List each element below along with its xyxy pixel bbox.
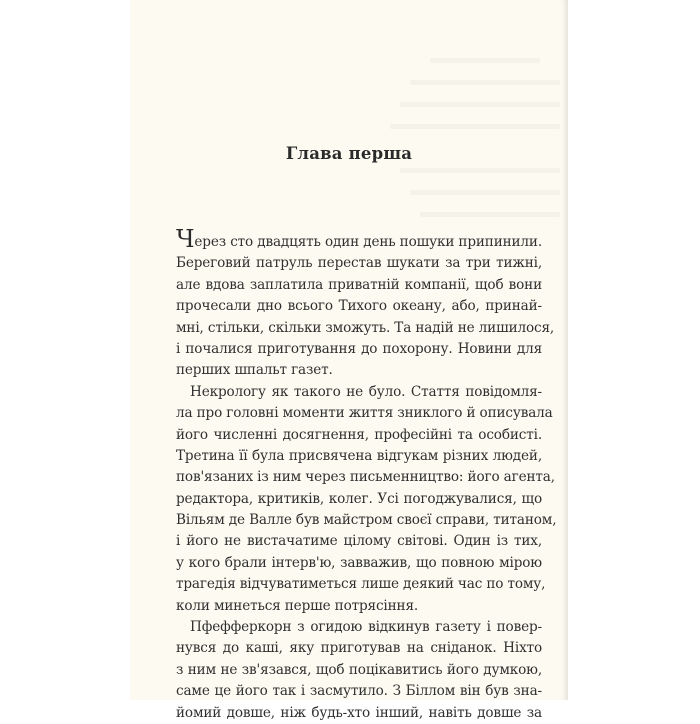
chapter-title: Глава перша [285, 144, 413, 163]
text-line: редактора, критиків, колег. Усі погоджувалися, що [176, 490, 542, 507]
text-line: йомий довше, ніж будь-хто інший, навіть довше за [176, 704, 542, 721]
text-line: коли минеться перше потрясіння. [176, 597, 419, 614]
text-line: з ним не зв'язався, щоб поцікавитись його думкою, [176, 661, 542, 678]
text-line: ла про головні моменти життя зниклого й описувала [176, 405, 553, 422]
text-line: його численні досягнення, професійні та особисті. [176, 426, 542, 443]
drop-cap: Ч [176, 225, 195, 253]
paragraph-3 [176, 617, 542, 724]
text-line: у кого брали інтерв'ю, завважив, що повною мірою [176, 554, 542, 571]
book-page [130, 0, 568, 721]
text-line: трагедія відчуватиметься лише деякий час по тому, [176, 576, 546, 593]
text-line: мні, стільки, скільки зможуть. Та надій не лишилося, [176, 319, 555, 336]
text-line: пов'язаних із ним через письменництво: його агента, [176, 469, 555, 486]
text-line: і його не вистачатиме цілому світові. Один із тих, [176, 533, 542, 550]
text-line: Пфефферкорн з огидою відкинув газету і повер- [190, 619, 542, 636]
text-line: і почалися приготування до похорону. Новини для [176, 340, 542, 357]
text-line: Вільям де Валле був майстром своєї справи, титаном, [176, 512, 557, 529]
text-line: але вдова заплатила приватній компанії, щоб вони [176, 276, 542, 293]
text-line: саме це його так і засмутило. З Біллом він був зна- [176, 683, 542, 700]
text-line: Через сто двадцять один день пошуки припинили. [176, 225, 542, 253]
chapter-body [176, 225, 557, 724]
text-line: Некрологу як такого не було. Стаття повідомля- [190, 383, 542, 400]
text-line: Третина її була присвячена відгукам різних людей, [176, 447, 542, 464]
paragraph-2 [176, 382, 557, 617]
paragraph-1 [176, 225, 555, 382]
text-line: Береговий патруль перестав шукати за три тижні, [176, 255, 542, 272]
text-line: прочесали дно всього Тихого океану, або, принай- [176, 298, 542, 315]
text-line: нувся до каші, яку приготував на сніданок. Ніхто [176, 640, 542, 657]
text-line: перших шпальт газет. [176, 362, 333, 379]
